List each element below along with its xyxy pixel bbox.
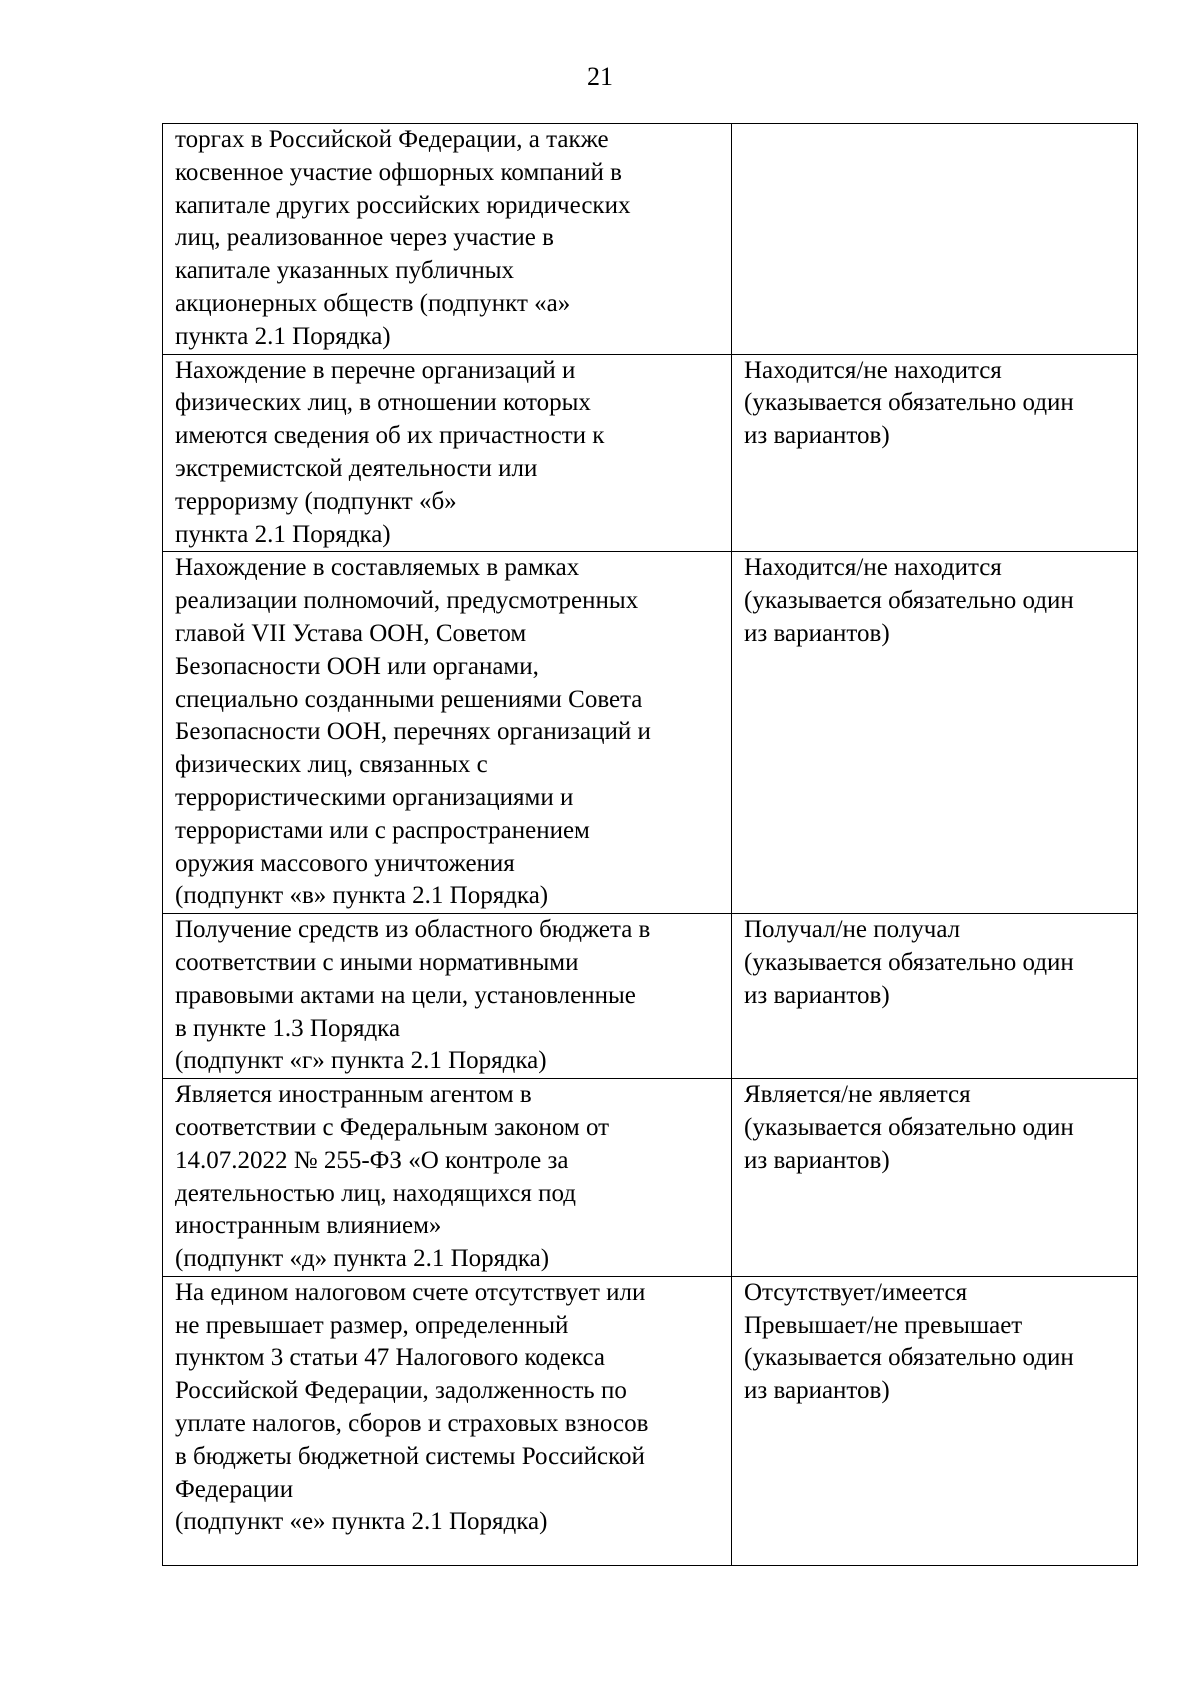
value-cell: Находится/не находится (указывается обязательно один из вариантов) (732, 552, 1138, 914)
value-cell: Получал/не получал (указывается обязательно один из вариантов) (732, 914, 1138, 1079)
criterion-cell: торгах в Российской Федерации, а также косвенное участие офшорных компаний в капитале других российских юридических лиц, реализованное через участие в капитале указанных публичных акционерных обществ (подпункт «а» пункта 2.1 Порядка) (163, 124, 732, 355)
requirements-table (162, 123, 1138, 1566)
value-cell (732, 124, 1138, 355)
table-row (163, 1276, 1138, 1565)
page-number: 21 (587, 62, 613, 91)
criterion-cell: На едином налоговом счете отсутствует или не превышает размер, определенный пунктом 3 статьи 47 Налогового кодекса Российской Федерации, задолженность по уплате налогов, сборов и страховых взносов в бюджеты бюджетной системы Российской Федерации (подпункт «е» пункта 2.1 Порядка) (163, 1276, 732, 1565)
value-cell: Отсутствует/имеется Превышает/не превышает (указывается обязательно один из вариантов) (732, 1276, 1138, 1565)
table-row (163, 552, 1138, 914)
table-row (163, 1079, 1138, 1277)
value-cell: Находится/не находится (указывается обязательно один из вариантов) (732, 354, 1138, 552)
criterion-cell: Получение средств из областного бюджета в соответствии с иными нормативными правовыми актами на цели, установленные в пункте 1.3 Порядка (подпункт «г» пункта 2.1 Порядка) (163, 914, 732, 1079)
criterion-cell: Нахождение в перечне организаций и физических лиц, в отношении которых имеются сведения об их причастности к экстремистской деятельности или терроризму (подпункт «б» пункта 2.1 Порядка) (163, 354, 732, 552)
criterion-cell: Нахождение в составляемых в рамках реализации полномочий, предусмотренных главой VII Устава ООН, Советом Безопасности ООН или органами, специально созданными решениями Совета Безопасности ООН, перечнях организаций и физических лиц, связанных с террористическими организациями и террористами или с распространением оружия массового уничтожения (подпункт «в» пункта 2.1 Порядка) (163, 552, 732, 914)
value-cell: Является/не является (указывается обязательно один из вариантов) (732, 1079, 1138, 1277)
criterion-cell: Является иностранным агентом в соответствии с Федеральным законом от 14.07.2022 № 255-ФЗ «О контроле за деятельностью лиц, находящихся под иностранным влиянием» (подпункт «д» пункта 2.1 Порядка) (163, 1079, 732, 1277)
table-row (163, 124, 1138, 355)
table-row (163, 354, 1138, 552)
table-row (163, 914, 1138, 1079)
